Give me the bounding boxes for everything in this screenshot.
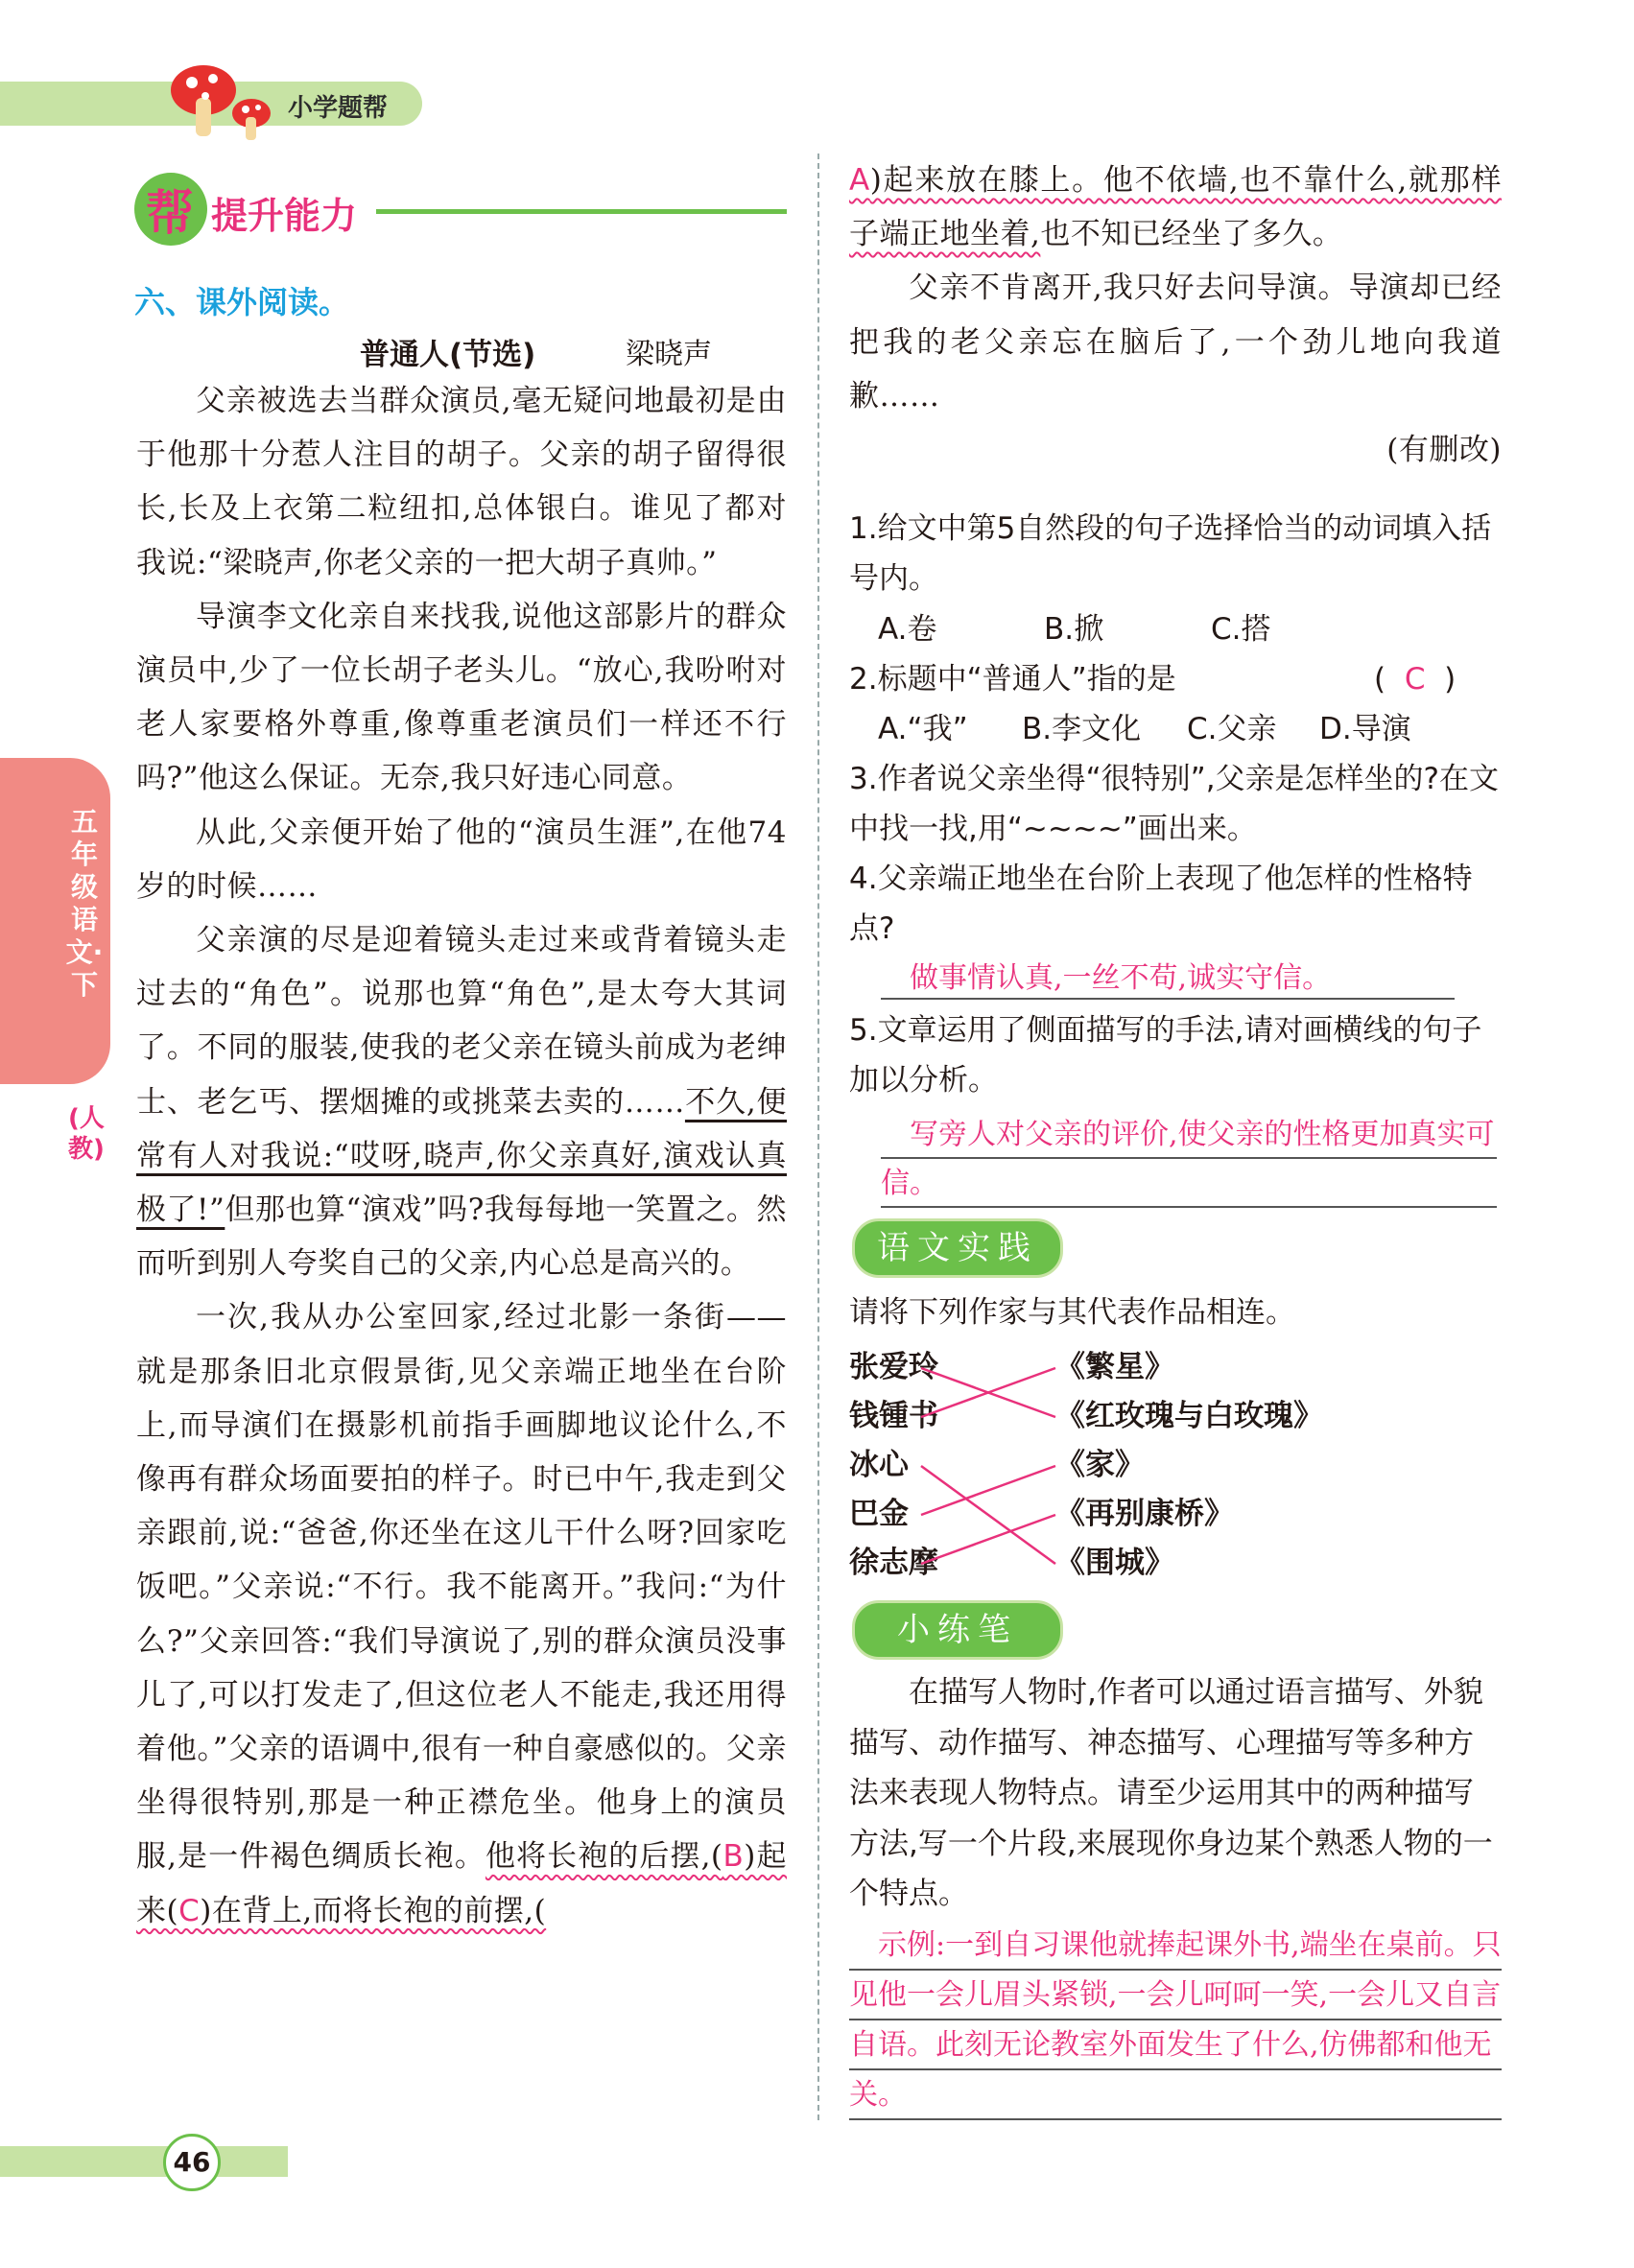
author-item[interactable]: 张爱玲: [849, 1350, 938, 1384]
section-badge-char: 帮: [146, 185, 194, 241]
article-title: 普通人(节选): [360, 338, 536, 372]
q1-option-a: A.卷: [878, 612, 937, 647]
q1-option-b: B.掀: [1044, 612, 1104, 647]
paragraph-2: 导演李文化亲自来找我,说他这部影片的群众演员中,少了一位长胡子老头儿。“放心,我吩咐对老人家要格外尊重,像尊重老演员们一样还不行吗?”他这么保证。无奈,我只好违心同意。: [136, 599, 787, 796]
q5-answer: 写旁人对父亲的评价,使父亲的性格更加真实可信。: [881, 1110, 1497, 1208]
question-2: 2.标题中“普通人”指的是: [849, 662, 1176, 697]
writing-pill: 小练笔: [852, 1600, 1063, 1660]
answer-blank-3: A: [849, 163, 870, 198]
wavy-part-2: )起来(: [136, 1839, 787, 1928]
article-left-column: [136, 374, 787, 1938]
work-item[interactable]: 《家》: [1055, 1448, 1145, 1482]
paragraph-3: 从此,父亲便开始了他的“演员生涯”,在他74岁的时候……: [136, 815, 787, 904]
article-right-column: [849, 154, 1502, 477]
work-item[interactable]: 《围城》: [1055, 1546, 1174, 1580]
section-rule: [376, 209, 787, 214]
wavy-part-1: 他将长袍的后摆,(: [485, 1839, 723, 1875]
matching-lines: [912, 1343, 1065, 1593]
question-5: 5.文章运用了侧面描写的手法,请对画横线的句子加以分析。: [849, 1013, 1482, 1098]
paragraph-5-end: 也不知已经坐了多久。: [1040, 217, 1343, 252]
match-line: [921, 1466, 1055, 1515]
section-title: 提升能力: [211, 195, 358, 237]
paragraph-5-continued: [849, 154, 1502, 261]
mushroom-icon: [163, 59, 288, 146]
paragraph-5: [136, 1290, 787, 1937]
practice-instruction: 请将下列作家与其代表作品相连。: [849, 1295, 1295, 1330]
match-line: [921, 1515, 1055, 1564]
author-item[interactable]: 冰心: [849, 1448, 909, 1482]
q2-option-d: D.导演: [1319, 712, 1411, 746]
column-divider: [817, 154, 819, 2120]
q2-option-c: C.父亲: [1187, 712, 1277, 746]
question-4: 4.父亲端正地坐在台阶上表现了他怎样的性格特点?: [849, 862, 1473, 946]
page-number: 46: [163, 2134, 221, 2191]
paragraph-4-tail: 但那也算“演戏”吗?我每每地一笑置之。然而听到别人夸奖自己的父亲,内心总是高兴的。: [136, 1193, 787, 1282]
paragraph-1: 父亲被选去当群众演员,毫无疑问地最初是由于他那十分惹人注目的胡子。父亲的胡子留得很长,长及上衣第二粒纽扣,总体银白。谁见了都对我说:“梁晓声,你老父亲的一把大胡子真帅。”: [136, 384, 787, 580]
work-list: [1055, 1343, 1323, 1588]
author-item[interactable]: 巴金: [849, 1497, 909, 1531]
underlined-sentence: 不久,便常有人对我说:“哎呀,晓声,你父亲真好,演戏认真极了!”: [136, 1084, 788, 1228]
paragraph-4-text: 父亲演的尽是迎着镜头走过来或背着镜头走过去的“角色”。说那也算“角色”,是太夸大其词了。不同的服装,使我的老父亲在镜头前成为老绅士、老乞丐、摆烟摊的或挑菜去卖的……: [136, 923, 787, 1120]
wavy-part-3: )在背上,而将长袍的前摆,(: [200, 1893, 547, 1928]
answer-blank-1: B: [722, 1839, 745, 1875]
author-item[interactable]: 钱锺书: [849, 1399, 938, 1433]
question-3: 3.作者说父亲坐得“很特别”,父亲是怎样坐的?在文中找一找,用“~~~~”画出来。: [849, 762, 1500, 846]
q2-answer: C: [1404, 662, 1426, 697]
edit-note: (有删改): [1386, 433, 1502, 468]
author-item[interactable]: 徐志摩: [849, 1546, 938, 1580]
work-item[interactable]: 《再别康桥》: [1055, 1497, 1234, 1531]
work-item[interactable]: 《繁星》: [1055, 1350, 1174, 1384]
article-author: 梁晓声: [626, 338, 712, 371]
q2-option-b: B.李文化: [1022, 712, 1142, 746]
q2-bracket: ( C ): [1374, 662, 1456, 697]
paragraph-6: 父亲不肯离开,我只好去问导演。导演却已经把我的老父亲忘在脑后了,一个劲儿地向我道歉……: [849, 271, 1502, 413]
q4-answer: 做事情认真,一丝不苟,诚实守信。: [881, 959, 1455, 1000]
work-item[interactable]: 《红玫瑰与白玫瑰》: [1055, 1399, 1323, 1433]
writing-answer: 示例:一到自习课他就捧起课外书,端坐在桌前。只见他一会儿眉头紧锁,一会儿呵呵一笑,一会儿又自言自语。此刻无论教室外面发生了什么,仿佛都和他无关。: [849, 1921, 1502, 2120]
paragraph-5-text: 一次,我从办公室回家,经过北影一条街——就是那条旧北京假景街,见父亲端正地坐在台阶上,而导演们在摄影机前指手画脚地议论什么,不像再有群众场面要拍的样子。时已中午,我走到父亲跟前,说:“爸爸,你还坐在这儿干什么呀?回家吃饭吧。”父亲说:“不行。我不能离开。”我问:“为什么?”父亲回答:“我们导演说了,别的群众演员没事儿了,可以打发走了,但这位老人不能走,我还用得着他。”父亲的语调中,很有一种自豪感似的。父亲坐得很特别,那是一种正襟危坐。他身上的演员服,是一件褐色绸质长袍。: [136, 1300, 787, 1875]
paragraph-4: [136, 913, 787, 1290]
question-1: 1.给文中第5自然段的句子选择恰当的动词填入括号内。: [849, 511, 1492, 596]
question-heading: 六、课外阅读。: [134, 284, 350, 320]
match-line: [921, 1466, 1055, 1564]
writing-prompt: 在描写人物时,作者可以通过语言描写、外貌描写、动作描写、神态描写、心理描写等多种方法来表现人物特点。请至少运用其中的两种描写方法,写一个片段,来展现你身边某个熟悉人物的一个特点。: [849, 1675, 1493, 1911]
practice-pill: 语文实践: [852, 1218, 1063, 1278]
site-name: 小学题帮: [288, 94, 389, 123]
edition-label: (人教): [68, 1104, 105, 1164]
footer-band: [0, 2146, 288, 2177]
q1-option-c: C.搭: [1211, 612, 1271, 647]
wavy-part-4: )起来放在膝上。他不依墙,也不靠什么,就那样子端正地坐着,: [849, 163, 1502, 252]
answer-blank-2: C: [178, 1893, 201, 1928]
grade-label: 五年级语文·下: [65, 806, 104, 1001]
q2-option-a: A.“我”: [878, 712, 968, 746]
